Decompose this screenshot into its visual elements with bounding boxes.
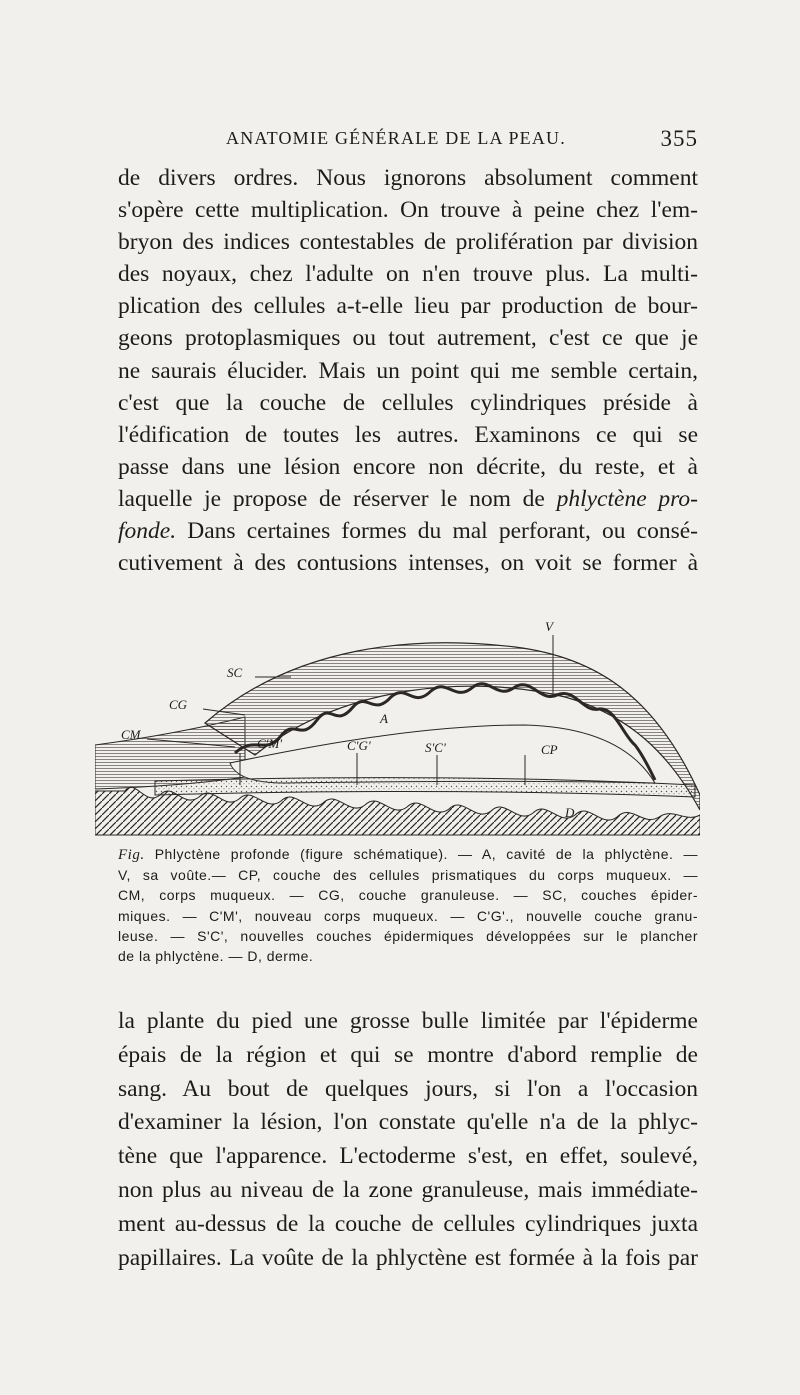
text-line: des noyaux, chez l'adulte on n'en trouve plus. La multi- xyxy=(118,261,698,288)
text-line: la plante du pied une grosse bulle limitée par l'épiderme xyxy=(118,1008,698,1034)
text-line: ne saurais élucider. Mais un point qui me semble certain, xyxy=(118,357,698,384)
figure-caption xyxy=(118,844,698,966)
running-title: ANATOMIE GÉNÉRALE DE LA PEAU. xyxy=(226,128,566,148)
text-line: c'est que la couche de cellules cylindriques préside à xyxy=(118,389,698,416)
label-CM: CM xyxy=(121,727,141,742)
text-line: cutivement à des contusions intenses, on voit se former à xyxy=(118,550,698,577)
caption-fragment: Phlyctène profonde (figure schématique). — A, cavité de la phlyctène. — xyxy=(144,846,698,862)
text-fragment: Dans certaines formes du mal perforant, ou consé- xyxy=(176,518,698,545)
caption-line: V, sa voûte.— CP, couche des cellules prismatiques du corps muqueux. — xyxy=(118,867,698,884)
text-line: ment au-dessus de la couche de cellules cylindriques juxta xyxy=(118,1210,698,1237)
label-CpGp: C'G' xyxy=(347,738,371,753)
page-header xyxy=(118,126,698,156)
text-line: sang. Au bout de quelques jours, si l'on a l'occasion xyxy=(118,1075,698,1102)
caption-line: de la phlyctène. — D, derme. xyxy=(118,948,314,965)
page-number: 355 xyxy=(660,126,698,151)
italic-term: fonde. xyxy=(118,518,177,545)
paragraph-bottom xyxy=(118,1005,698,1275)
caption-line: CM, corps muqueux. — CG, couche granuleuse. — SC, couches épider- xyxy=(118,887,698,904)
text-line xyxy=(118,483,698,515)
label-CpMp: C'M' xyxy=(257,736,283,751)
text-line: bryon des indices contestables de prolifération par division xyxy=(118,229,698,256)
label-CG: CG xyxy=(169,697,188,712)
label-V: V xyxy=(545,619,553,634)
caption-lead: Fig. xyxy=(118,847,145,863)
text-line: geons protoplasmiques ou tout autrement, c'est ce que je xyxy=(118,325,698,352)
text-line: non plus au niveau de la zone granuleuse, mais immédiate- xyxy=(118,1176,698,1203)
caption-line xyxy=(118,844,698,865)
paragraph-top xyxy=(118,162,698,579)
figure-phlyctene xyxy=(95,605,700,840)
caption-line: leuse. — S'C', nouvelles couches épidermiques développées sur le plancher xyxy=(118,927,698,944)
label-SC: SC xyxy=(227,665,243,680)
text-line: tène que l'apparence. L'ectoderme s'est, en effet, soulevé, xyxy=(118,1143,698,1170)
label-A: A xyxy=(380,711,388,726)
text-line: d'examiner la lésion, l'on constate qu'elle n'a de la phlyc- xyxy=(118,1109,698,1136)
caption-line: miques. — C'M', nouveau corps muqueux. — C'G'., nouvelle couche granu- xyxy=(118,907,698,924)
text-line: papillaires. La voûte de la phlyctène est formée à la fois par xyxy=(118,1244,698,1271)
text-line: de divers ordres. Nous ignorons absolument comment xyxy=(118,165,698,191)
figure-drawing xyxy=(95,605,700,840)
label-D: D xyxy=(565,805,575,820)
italic-term: phlyctène pro- xyxy=(556,485,698,512)
text-line: l'édification de toutes les autres. Examinons ce qui se xyxy=(118,421,698,448)
text-line: épais de la région et qui se montre d'abord remplie de xyxy=(118,1041,698,1068)
text-line: s'opère cette multiplication. On trouve à peine chez l'em- xyxy=(118,197,698,224)
label-CP: CP xyxy=(541,742,558,757)
text-line: plication des cellules a-t-elle lieu par production de bour- xyxy=(118,293,698,320)
text-line: passe dans une lésion encore non décrite, du reste, et à xyxy=(118,453,698,480)
label-SpCp: S'C' xyxy=(425,740,446,755)
text-line xyxy=(118,515,698,547)
text-fragment: laquelle je propose de réserver le nom de xyxy=(118,485,557,512)
